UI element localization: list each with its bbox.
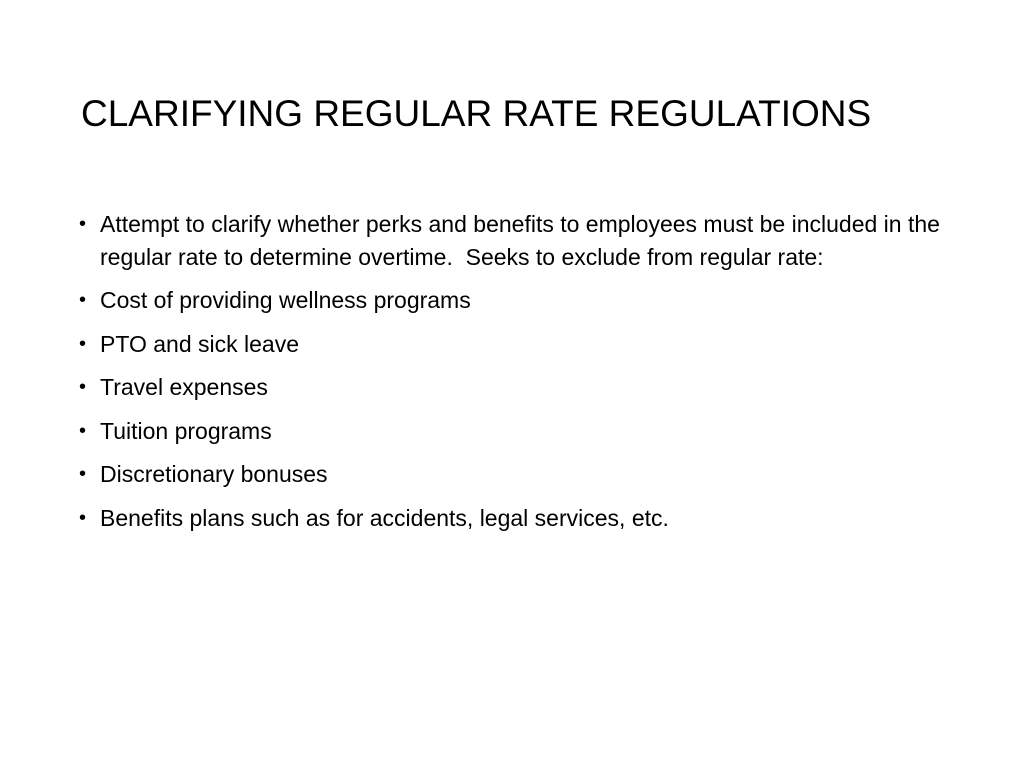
bullet-icon: • [79,419,87,442]
bullet-item [79,458,959,491]
bullet-list [79,208,959,545]
bullet-item [79,208,959,273]
bullet-icon: • [79,332,87,355]
bullet-icon: • [79,213,87,235]
bullet-text: Tuition programs [100,417,272,444]
bullet-text: PTO and sick leave [100,330,300,357]
slide-title: CLARIFYING REGULAR RATE REGULATIONS [81,93,872,134]
bullet-item [79,415,959,448]
bullet-icon: • [79,506,87,529]
bullet-item [79,371,959,404]
bullet-item [79,502,959,535]
bullet-text: Benefits plans such as for accidents, legal services, etc. [100,504,669,531]
bullet-icon: • [79,289,87,311]
bullet-text: Travel expenses [100,374,268,400]
bullet-text: Attempt to clarify whether perks and benefits to employees must be included in the regular rate to determine overtime. Seeks to exclude from regular rate: [100,211,940,270]
bullet-text: Discretionary bonuses [100,461,328,487]
bullet-item [79,328,959,361]
bullet-item [79,284,959,317]
bullet-text: Cost of providing wellness programs [100,287,471,313]
bullet-icon: • [79,463,87,485]
bullet-icon: • [79,376,87,398]
